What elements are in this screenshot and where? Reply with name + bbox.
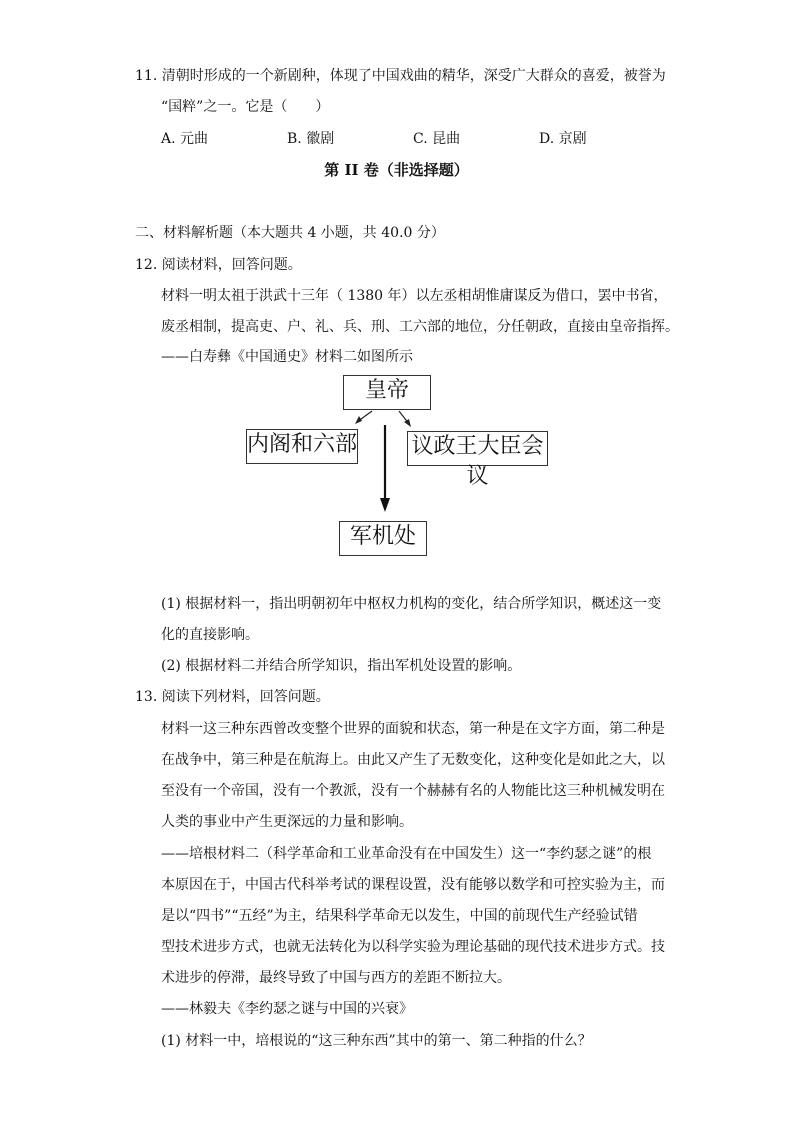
diagram-node-grand-council: 军机处 — [339, 521, 427, 556]
section-title: 第 II 卷（非选择题） — [324, 161, 469, 179]
q12-sub1-line2: 化的直接影响。 — [161, 627, 259, 643]
q11-stem-line2: “国粹”之一。它是（ ） — [161, 99, 330, 115]
q11-option-a: A. 元曲 — [161, 131, 209, 147]
q11-option-c: C. 昆曲 — [413, 131, 461, 147]
q11-option-b: B. 徽剧 — [287, 131, 335, 147]
q13-material2-line: 型技术进步方式，也就无法转化为以科学实验为理论基础的现代技术进步方式。技 — [161, 939, 665, 955]
q12-sub1-line1: (1) 根据材料一，指出明朝初年中枢权力机构的变化，结合所学知识，概述这一变 — [161, 596, 662, 612]
diagram-node-council: 议政王大臣会议 — [407, 431, 548, 466]
q12-sub2: (2) 根据材料二并结合所学知识，指出军机处设置的影响。 — [161, 658, 522, 674]
q13-material1-line: 在战争中，第三种是在航海上。由此又产生了无数变化，这种变化是如此之大，以 — [161, 752, 665, 768]
q12-head: 12. 阅读材料，回答问题。 — [135, 257, 302, 273]
q13-material2-line: 本原因在于，中国古代科举考试的课程设置，没有能够以数学和可控实验为主，而 — [161, 877, 665, 893]
diagram-node-emperor: 皇帝 — [343, 375, 431, 410]
q11-option-d: D. 京剧 — [539, 131, 587, 147]
q13-head: 13. 阅读下列材料，回答问题。 — [135, 689, 330, 705]
q12-material1-line1: 材料一明太祖于洪武十三年（ 1380 年）以左丞相胡惟庸谋反为借口，罢中书省， — [161, 288, 668, 304]
q12-material1-line2: 废丞相制，提高吏、户、礼、兵、刑、工六部的地位，分任朝政，直接由皇帝指挥。 — [161, 319, 679, 335]
q13-sub1: (1) 材料一中，培根说的“这三种东西”其中的第一、第二种指的什么？ — [161, 1033, 592, 1049]
q13-material1-line: 人类的事业中产生更深远的力量和影响。 — [161, 814, 413, 830]
q13-material2-source: ——林毅夫《李约瑟之谜与中国的兴衰》 — [161, 1001, 413, 1017]
q12-material1-source: ——白寿彝《中国通史》材料二如图所示 — [161, 349, 413, 365]
q11-stem-line1: 11. 清朝时形成的一个新剧种，体现了中国戏曲的精华，深受广大群众的喜爱，被誉为 — [135, 68, 666, 84]
q13-material2-line: ——培根材料二（科学革命和工业革命没有在中国发生）这一“李约瑟之谜”的根 — [161, 846, 652, 862]
diagram-node-cabinet: 内阁和六部 — [246, 429, 358, 464]
q13-material2-line: 是以“四书”“五经”为主，结果科学革命无以发生，中国的前现代生产经验试错 — [161, 908, 638, 924]
q13-material1-line: 材料一这三种东西曾改变整个世界的面貌和状态，第一种是在文字方面，第二种是 — [161, 721, 665, 737]
q13-material2-line: 术进步的停滞，最终导致了中国与西方的差距不断拉大。 — [161, 970, 511, 986]
q13-material1-line: 至没有一个帝国，没有一个教派，没有一个赫赫有名的人物能比这三种机械发明在 — [161, 783, 665, 799]
section2-header: 二、材料解析题（本大题共 4 小题，共 40.0 分） — [135, 225, 445, 241]
